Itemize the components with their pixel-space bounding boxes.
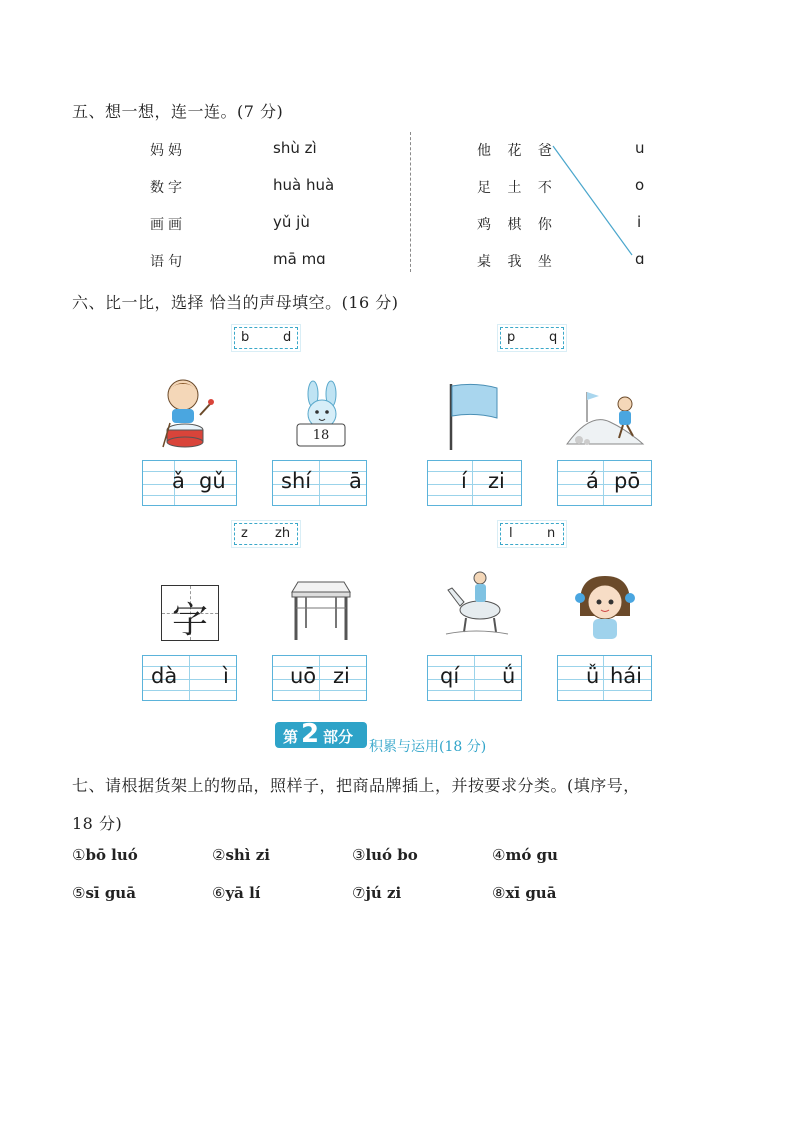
right-group-4: 桌 我 坐 bbox=[477, 254, 558, 270]
left-pinyin-4: mā mɑ bbox=[273, 250, 326, 268]
consonant-tag-p-q bbox=[500, 327, 564, 349]
zi-character-box bbox=[161, 585, 219, 641]
table-picture bbox=[288, 578, 354, 644]
right-final-2: o bbox=[635, 176, 645, 194]
tag-letter: b bbox=[241, 330, 250, 345]
girl-picture bbox=[570, 572, 640, 644]
right-final-1: u bbox=[635, 139, 645, 157]
item-3: ③luó bo bbox=[352, 846, 418, 864]
left-pinyin-1: shù zì bbox=[273, 139, 317, 157]
right-group-3: 鸡 棋 你 bbox=[477, 217, 558, 233]
right-group-2: 足 土 不 bbox=[477, 180, 558, 196]
pinyin-syllable: ǎ bbox=[172, 469, 185, 493]
left-pinyin-3: yǔ jù bbox=[273, 213, 310, 231]
item-7: ⑦jú zi bbox=[352, 884, 402, 902]
right-final-4: ɑ bbox=[635, 250, 645, 268]
badge-suffix: 部分 bbox=[323, 728, 354, 746]
pinyin-syllable: ā bbox=[349, 469, 362, 493]
pinyin-syllable: dà bbox=[151, 664, 178, 688]
pinyin-syllable: zi bbox=[488, 469, 505, 493]
left-pinyin-2: huà huà bbox=[273, 176, 335, 194]
item-1: ①bō luó bbox=[72, 846, 138, 864]
pinyin-grid-table bbox=[272, 655, 367, 701]
item-8: ⑧xī guā bbox=[492, 884, 557, 902]
drummer-boy-picture bbox=[155, 375, 225, 450]
pinyin-syllable: hái bbox=[610, 664, 643, 688]
pinyin-syllable: í bbox=[461, 469, 467, 493]
right-group-1: 他 花 爸 bbox=[477, 143, 558, 159]
right-final-3: i bbox=[637, 213, 642, 231]
left-word-2: 数字 bbox=[150, 180, 186, 196]
item-6: ⑥yā lí bbox=[212, 884, 261, 902]
left-word-1: 妈妈 bbox=[150, 143, 186, 159]
pinyin-syllable: uō bbox=[290, 664, 317, 688]
section7-title-line1: 七、请根据货架上的物品，照样子，把商品牌插上，并按要求分类。(填序号， bbox=[72, 776, 640, 795]
tag-letter: l bbox=[509, 526, 513, 541]
badge-prefix: 第 bbox=[283, 728, 299, 746]
left-word-3: 画画 bbox=[150, 217, 186, 233]
badge-number: 2 bbox=[301, 719, 320, 749]
item-2: ②shì zi bbox=[212, 846, 270, 864]
tag-letter: d bbox=[283, 330, 292, 345]
pinyin-syllable: qí bbox=[440, 664, 460, 688]
item-4: ④mó gu bbox=[492, 846, 558, 864]
tag-letter: z bbox=[241, 526, 248, 541]
section6-title: 六、比一比，选择 恰当的声母填空。(16 分) bbox=[72, 293, 399, 312]
pinyin-grid-dazi bbox=[142, 655, 237, 701]
consonant-tag-l-n bbox=[500, 523, 564, 545]
pinyin-syllable: ǚ bbox=[586, 664, 600, 688]
part2-badge bbox=[275, 719, 367, 749]
left-word-4: 语句 bbox=[150, 254, 186, 270]
pinyin-syllable: pō bbox=[614, 469, 641, 493]
item-5: ⑤sī guā bbox=[72, 884, 136, 902]
pinyin-syllable: shí bbox=[281, 469, 312, 493]
section7-title-line2: 18 分) bbox=[72, 814, 123, 833]
consonant-tag-z-zh bbox=[234, 523, 298, 545]
pinyin-syllable: ì bbox=[223, 664, 229, 688]
part2-subtitle: 积累与运用(18 分) bbox=[369, 739, 487, 755]
tag-letter: p bbox=[507, 330, 516, 345]
donkey-rider-picture bbox=[440, 568, 514, 640]
rabbit-sign-number: 18 bbox=[312, 428, 330, 443]
tag-letter: zh bbox=[275, 526, 291, 541]
pinyin-grid-drum bbox=[142, 460, 237, 506]
pinyin-grid-girl bbox=[557, 655, 652, 701]
example-connect-line bbox=[0, 0, 794, 300]
pinyin-grid-eighteen bbox=[272, 460, 367, 506]
flag-picture bbox=[445, 380, 505, 452]
pinyin-grid-flag bbox=[427, 460, 522, 506]
section5-title: 五、想一想，连一连。(7 分) bbox=[72, 102, 284, 121]
pinyin-syllable: zi bbox=[333, 664, 350, 688]
pinyin-grid-slope bbox=[557, 460, 652, 506]
zi-character: 字 bbox=[171, 600, 208, 641]
climbing-boy-picture bbox=[565, 382, 645, 450]
pinyin-syllable: á bbox=[586, 469, 599, 493]
consonant-tag-b-d bbox=[234, 327, 298, 349]
pinyin-syllable: gǔ bbox=[199, 469, 226, 493]
pinyin-syllable: ǘ bbox=[502, 664, 516, 688]
pinyin-grid-donkey bbox=[427, 655, 522, 701]
tag-letter: q bbox=[549, 330, 558, 345]
tag-letter: n bbox=[547, 526, 556, 541]
